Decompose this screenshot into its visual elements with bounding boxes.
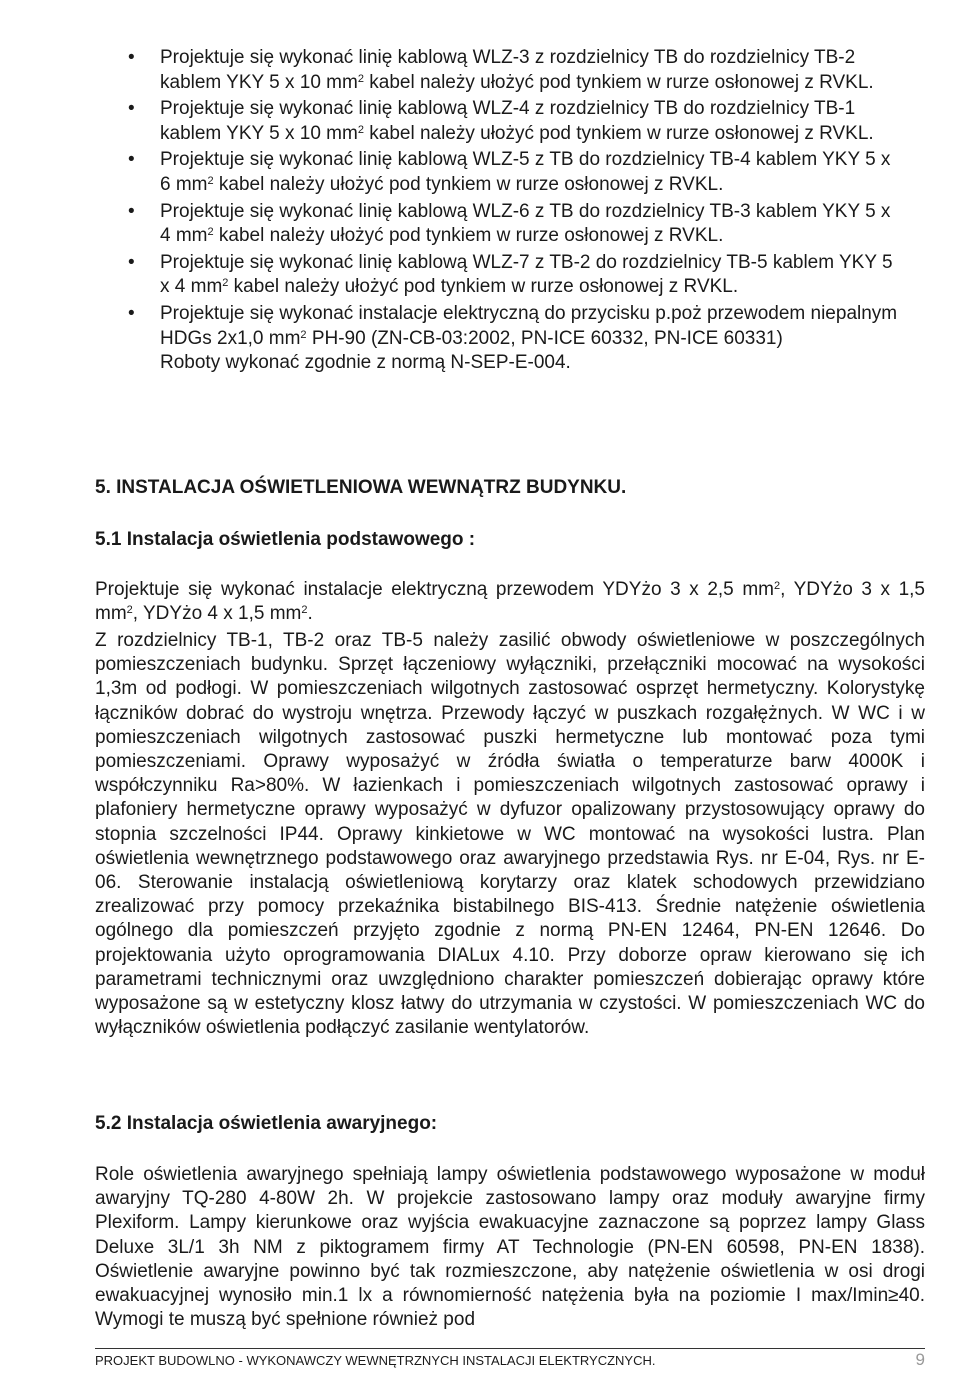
intro-text: . xyxy=(307,603,313,625)
item-text: Projektuje się wykonać linię kablową WLZ-5 z TB do rozdzielnicy TB-4 kablem YKY 5 x 6 mm xyxy=(160,149,891,195)
list-item xyxy=(128,97,906,146)
page-number: 9 xyxy=(915,1350,925,1369)
item-text: Projektuje się wykonać linię kablową WLZ-6 z TB do rozdzielnicy TB-3 kablem YKY 5 x 4 mm xyxy=(160,200,891,247)
superscript: 2 xyxy=(300,328,307,341)
list-item xyxy=(128,148,906,197)
superscript: 2 xyxy=(126,604,133,617)
item-text: Projektuje się wykonać linię kablową WLZ-7 z TB-2 do rozdzielnicy TB-5 kablem YKY 5 x 4 mm xyxy=(160,251,893,298)
superscript: 2 xyxy=(357,123,364,136)
item-text-tail: kabel należy ułożyć pod tynkiem w rurze osłonowej z RVKL. xyxy=(363,122,874,144)
list-item xyxy=(128,251,906,300)
item-text: Projektuje się wykonać linię kablową WLZ-4 z rozdzielnicy TB do rozdzielnicy TB-1 kablem YKY 5 x 10 mm xyxy=(160,98,856,144)
superscript: 2 xyxy=(773,580,781,592)
section-5-1-heading: 5.1 Instalacja oświetlenia podstawowego : xyxy=(95,529,476,550)
section-5-1-intro xyxy=(95,578,925,626)
item-text-tail: PH-90 (ZN-CB-03:2002, PN-ICE 60332, PN-ICE 60331) xyxy=(306,327,783,349)
section-5-heading: 5. INSTALACJA OŚWIETLENIOWA WEWNĄTRZ BUDYNKU. xyxy=(95,477,627,498)
item-text-tail: kabel należy ułożyć pod tynkiem w rurze osłonowej z RVKL. xyxy=(363,71,874,93)
bullet-icon: • xyxy=(128,302,135,324)
list-item xyxy=(128,46,906,95)
item-text-tail: kabel należy ułożyć pod tynkiem w rurze osłonowej z RVKL. xyxy=(213,225,724,247)
section-5-2-heading: 5.2 Instalacja oświetlenia awaryjnego: xyxy=(95,1113,438,1134)
intro-text: , YDYżo 3 x 1,5 mm xyxy=(95,579,925,625)
list-item xyxy=(128,200,906,249)
item-text: Projektuje się wykonać instalacje elektryczną do przycisku p.poż przewodem niepalnym HDGs 2x1,0 mm xyxy=(160,302,898,349)
section-5-1-body: Z rozdzielnicy TB-1, TB-2 oraz TB-5 należy zasilić obwody oświetleniowe w poszczególnych pomieszczeniach budynku. Sprzęt łączeniowy wyłączniki, przełączniki mocować na wysokości 1,3m od podłogi. W pomieszczeniach wilgotnych zastosować osprzęt hermetyczny. Kolorystykę łączników dobrać do wystroju wnętrza. Przewody łączyć w puszkach rozgałężnych. W WC i w pomieszczeniach wilgotnych zastosować puszki hermetyczne lub montować poza tymi pomieszczeniami. Oprawy wyposażyć w źródła światła o temperaturze barw 4000K i współczynniku Ra>80%. W łazienkach i pomieszczeniach wilgotnych zastosować oprawy i plafoniery hermetyczne oprawy wyposażyć w dyfuzor opalizowany przystosowujący oprawy do stopnia szczelności IP44. Oprawy kinkietowe w WC montować na wysokości lustra. Plan oświetlenia wewnętrznego podstawowego oraz awaryjnego przedstawia Rys. nr E-04, Rys. nr E-06. Sterowanie instalacją oświetleniową korytarzy oraz klatek schodowych przewidziano zrealizować przy pomocy przekaźnika bistabilnego BIS-413. Średnie natężenie oświetlenia ogólnego dla pomieszczeń przyjęto zgodnie z normą PN-EN 12464, PN-EN 12646. Do projektowania użyto oprogramowania DIALux 4.10. Przy doborze opraw kierowano się ich parametrami technicznymi oraz uwzględniono charakter pomieszczeń dobierając oprawy które wyposażone są w estetyczny klosz łatwy do utrzymania w czystości. W pomieszczeniach WC do wyłączników oświetlenia podłączyć zasilanie wentylatorów. xyxy=(95,630,925,1039)
superscript: 2 xyxy=(207,226,214,239)
superscript: 2 xyxy=(222,277,229,290)
intro-text: Projektuje się wykonać instalacje elektryczną przewodem YDYżo 3 x 2,5 mm xyxy=(95,579,774,600)
footer-divider xyxy=(95,1348,925,1349)
item-text-tail: kabel należy ułożyć pod tynkiem w rurze osłonowej z RVKL. xyxy=(213,173,724,195)
cable-lines-list xyxy=(128,46,906,378)
superscript: 2 xyxy=(357,72,364,85)
bullet-icon: • xyxy=(128,47,135,68)
list-item xyxy=(128,302,906,376)
superscript: 2 xyxy=(207,174,214,187)
bullet-icon: • xyxy=(128,251,135,273)
superscript: 2 xyxy=(301,604,308,617)
bullet-icon: • xyxy=(128,149,135,171)
bullet-icon: • xyxy=(128,98,135,120)
intro-text: , YDYżo 4 x 1,5 mm xyxy=(132,603,302,625)
footer-title: PROJEKT BUDOWLNO - WYKONAWCZY WEWNĘTRZNYCH INSTALACJI ELEKTRYCZNYCH. xyxy=(95,1353,656,1368)
section-5-2-body: Role oświetlenia awaryjnego spełniają lampy oświetlenia podstawowego wyposażone w moduł awaryjny TQ-280 4-80W 2h. W projekcie zastosowano lampy oraz moduły awaryjne firmy Plexiform. Lampy kierunkowe oraz wyjścia ewakuacyjne zaznaczone są poprzez lampy Glass Deluxe 3L/1 3h NM z piktogramem firmy AT Technologie (PN-EN 60598, PN-EN 1838). Oświetlenie awaryjne powinno być tak rozmieszczone, aby natężenie oświetlenia w osi drogi ewakuacyjnej wynosiło min.1 lx a równomierność natężenia była na poziomie I max/Imin≥40. Wymogi te muszą być spełnione również pod xyxy=(95,1164,925,1331)
norm-note: Roboty wykonać zgodnie z normą N-SEP-E-004. xyxy=(160,352,571,374)
item-text: Projektuje się wykonać linię kablową WLZ-3 z rozdzielnicy TB do rozdzielnicy TB-2 kablem YKY 5 x 10 mm xyxy=(160,47,856,93)
page-footer xyxy=(95,1350,925,1369)
item-text-tail: kabel należy ułożyć pod tynkiem w rurze osłonowej z RVKL. xyxy=(228,276,739,298)
bullet-icon: • xyxy=(128,200,135,222)
